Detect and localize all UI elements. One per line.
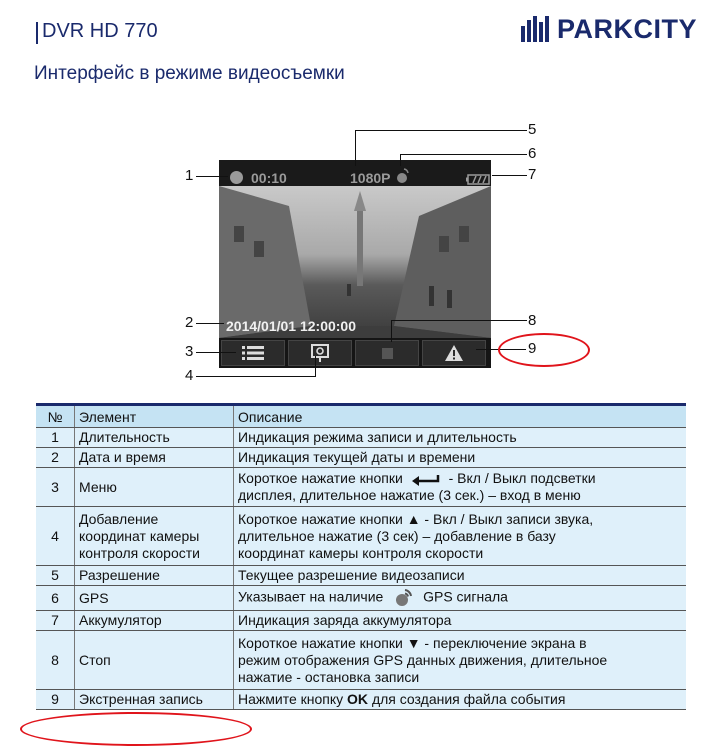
table-row: 3 Меню Короткое нажатие кнопки - Вкл / Выкл подсветки дисплея, длительное нажатие (3 сек.) – вход в меню <box>36 468 686 507</box>
brand-logo <box>521 14 697 44</box>
menu-button[interactable] <box>221 340 285 366</box>
callout-6: 6 <box>528 145 537 162</box>
stop-button[interactable] <box>355 340 419 366</box>
table-row: 6 GPS Указывает на наличие GPS сигнала <box>36 586 686 611</box>
menu-list-icon <box>242 346 264 360</box>
title-rule <box>36 22 38 44</box>
col-header-description: Описание <box>234 405 687 428</box>
callout-1: 1 <box>185 167 194 184</box>
highlight-ring-callout-9 <box>498 333 590 367</box>
table-row: 4 Добавление координат камеры контроля скорости Короткое нажатие кнопки ▲ - Вкл / Выкл записи звука, длительное нажатие (3 сек) – добавление в базу координат камеры контроля скорости <box>36 507 686 566</box>
callout-7: 7 <box>528 166 537 183</box>
elements-table <box>36 403 686 710</box>
speed-camera-button[interactable] <box>288 340 352 366</box>
table-row: 9 Экстренная запись Нажмите кнопку OK для создания файла события <box>36 690 686 710</box>
logo-bars-icon <box>521 16 551 42</box>
resolution-label: 1080P <box>350 170 391 186</box>
table-row: 7 Аккумулятор Индикация заряда аккумулятора <box>36 611 686 631</box>
gps-satellite-icon <box>393 588 413 608</box>
emergency-record-button[interactable] <box>422 340 486 366</box>
callout-9: 9 <box>528 340 537 357</box>
gps-satellite-icon <box>395 168 409 189</box>
table-row: 1 Длительность Индикация режима записи и длительность <box>36 428 686 448</box>
dvr-screen <box>219 160 491 368</box>
callout-8: 8 <box>528 312 537 329</box>
record-dot-icon <box>230 171 243 184</box>
doc-title: DVR HD 770 <box>42 20 158 42</box>
warning-triangle-icon <box>444 344 464 362</box>
callout-5: 5 <box>528 121 537 138</box>
datetime-label: 2014/01/01 12:00:00 <box>226 318 356 334</box>
return-arrow-icon <box>411 472 441 486</box>
col-header-element: Элемент <box>75 405 234 428</box>
callout-2: 2 <box>185 314 194 331</box>
table-row: 2 Дата и время Индикация текущей даты и времени <box>36 448 686 468</box>
brand-name: PARKCITY <box>557 13 698 44</box>
page-subtitle: Интерфейс в режиме видеосъемки <box>34 63 345 84</box>
callout-3: 3 <box>185 343 194 360</box>
soft-button-bar <box>219 338 491 368</box>
table-row: 5 Разрешение Текущее разрешение видеозаписи <box>36 566 686 586</box>
callout-4: 4 <box>185 367 194 384</box>
recording-duration: 00:10 <box>251 170 287 186</box>
street-scene-image <box>219 186 491 338</box>
battery-icon <box>466 172 490 190</box>
table-row: 8 Стоп Короткое нажатие кнопки ▼ - переключение экрана в режим отображения GPS данных движения, длительное нажатие - остановка записи <box>36 631 686 690</box>
col-header-num: № <box>36 405 75 428</box>
highlight-ring-row-9 <box>20 712 252 746</box>
stop-square-icon <box>382 348 393 359</box>
camera-marker-icon <box>311 344 329 362</box>
